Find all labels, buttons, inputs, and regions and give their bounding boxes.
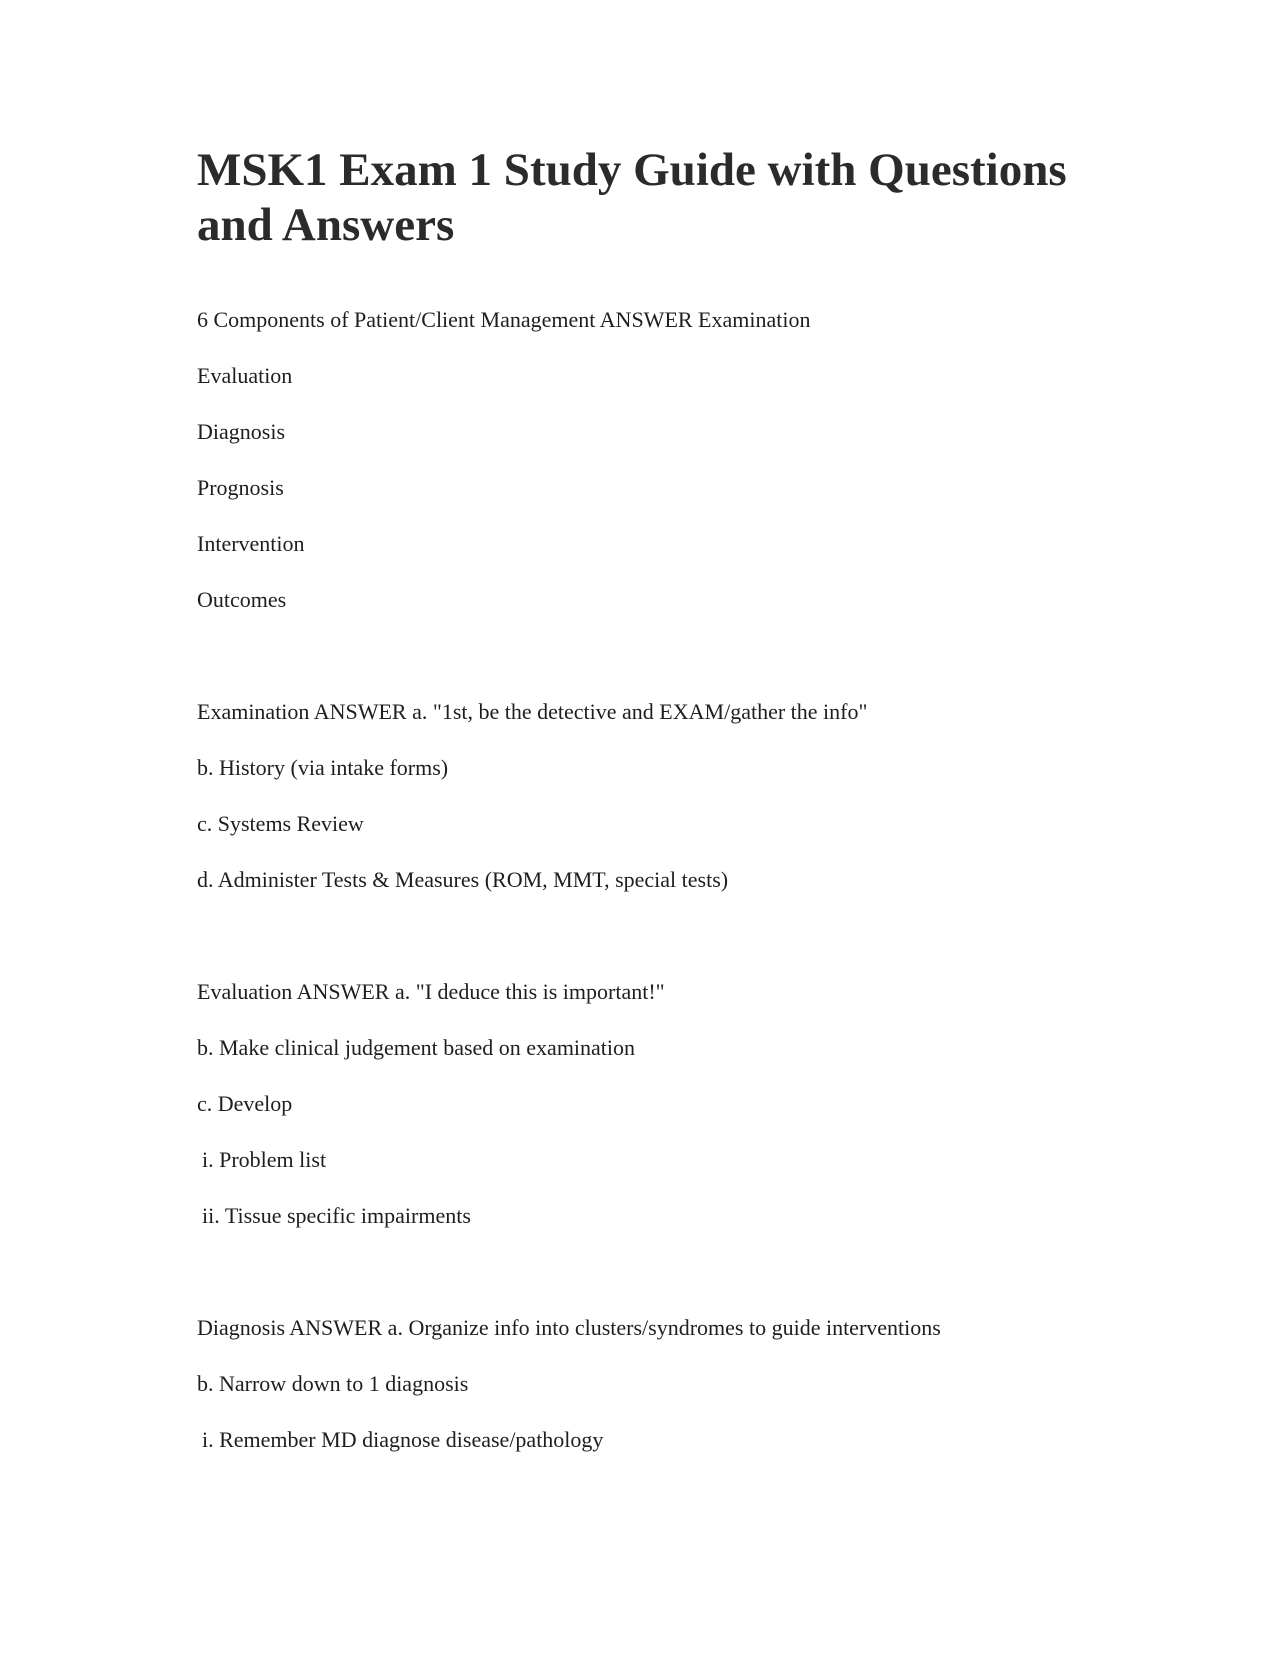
text-line: Evaluation xyxy=(197,363,293,388)
text-line: i. Remember MD diagnose disease/pathology xyxy=(202,1427,604,1452)
text-line: Prognosis xyxy=(197,475,284,500)
text-line: Outcomes xyxy=(197,587,287,612)
text-line: c. Systems Review xyxy=(197,811,364,836)
text-line: b. History (via intake forms) xyxy=(197,755,449,780)
text-line: i. Problem list xyxy=(202,1147,327,1172)
text-line: b. Narrow down to 1 diagnosis xyxy=(197,1371,469,1396)
text-line: Diagnosis xyxy=(197,419,285,444)
document-title: MSK1 Exam 1 Study Guide with Questions and Answers xyxy=(197,144,1067,251)
text-line: Examination ANSWER a. "1st, be the detective and EXAM/gather the info" xyxy=(197,699,868,724)
text-line: 6 Components of Patient/Client Management ANSWER Examination xyxy=(197,307,811,332)
text-line: ii. Tissue specific impairments xyxy=(202,1203,471,1228)
text-line: b. Make clinical judgement based on examination xyxy=(197,1035,636,1060)
text-line: Intervention xyxy=(197,531,305,556)
text-line: c. Develop xyxy=(197,1091,293,1116)
text-line: Evaluation ANSWER a. "I deduce this is important!" xyxy=(197,979,665,1004)
text-line: Diagnosis ANSWER a. Organize info into clusters/syndromes to guide interventions xyxy=(197,1315,941,1340)
text-line: d. Administer Tests & Measures (ROM, MMT, special tests) xyxy=(197,867,729,892)
